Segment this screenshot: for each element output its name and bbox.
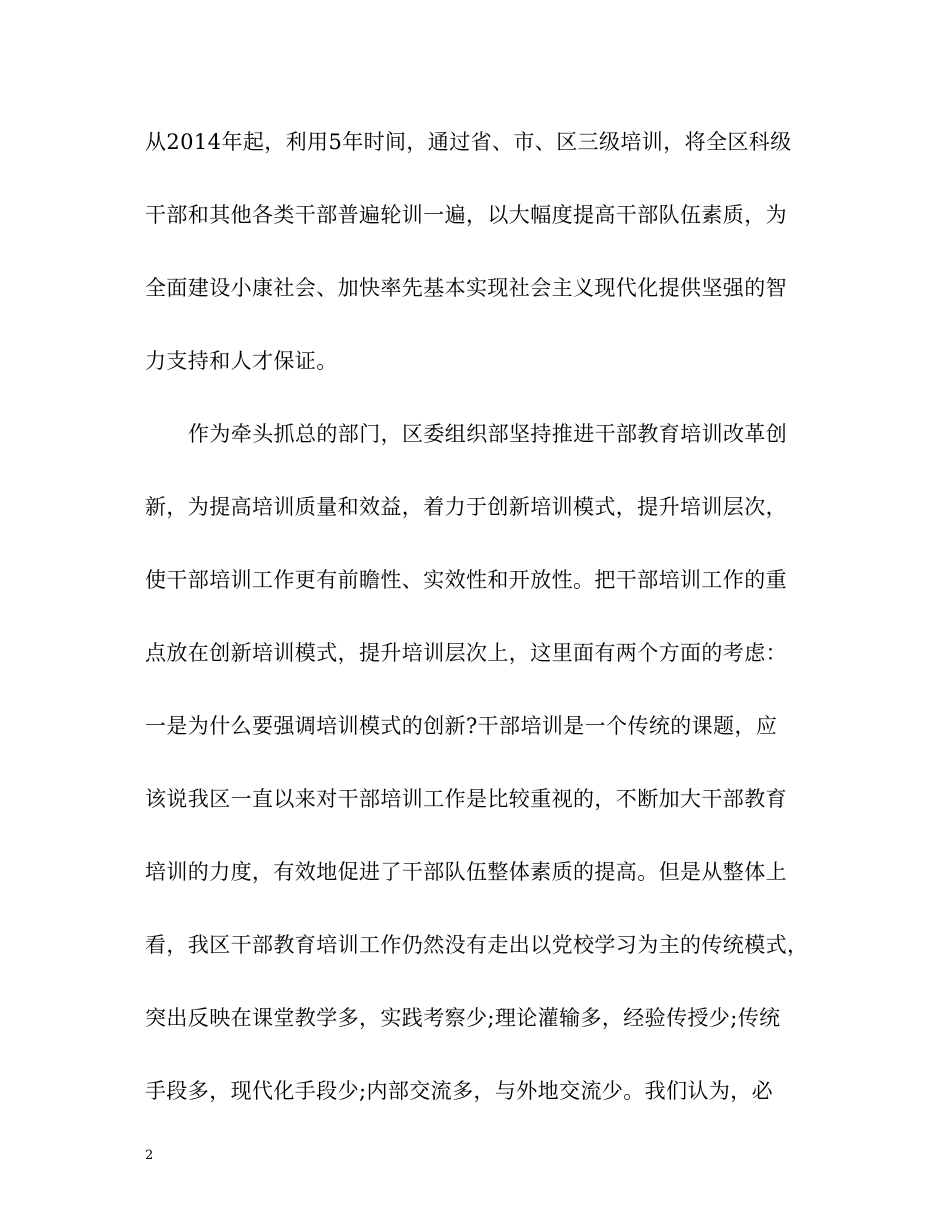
page-number: 2 (145, 1148, 154, 1163)
text-line-13: 突出反映在课堂教学多，实践考察少;理论灌输多，经验传授少;传统 (145, 1006, 781, 1030)
text-line-7: 使干部培训工作更有前瞻性、实效性和开放性。把干部培训工作的重 (145, 568, 787, 592)
text-line-6: 新，为提高培训质量和效益，着力于创新培训模式，提升培训层次， (145, 495, 787, 519)
text-line-3: 全面建设小康社会、加快率先基本实现社会主义现代化提供坚强的智 (145, 276, 787, 300)
text-line-12: 看，我区干部教育培训工作仍然没有走出以党校学习为主的传统模式， (145, 933, 809, 957)
text-line-10: 该说我区一直以来对干部培训工作是比较重视的，不断加大干部教育 (145, 787, 787, 811)
text-line-8: 点放在创新培训模式，提升培训层次上，这里面有两个方面的考虑： (145, 641, 787, 665)
text-line-4: 力支持和人才保证。 (145, 349, 338, 373)
text-line-2: 干部和其他各类干部普遍轮训一遍，以大幅度提高干部队伍素质，为 (145, 203, 787, 227)
text-line-9: 一是为什么要强调培训模式的创新?干部培训是一个传统的课题，应 (145, 714, 778, 738)
text-line-14: 手段多，现代化手段少;内部交流多，与外地交流少。我们认为，必 (145, 1079, 774, 1103)
text-line-1: 从2014年起，利用5年时间，通过省、市、区三级培训，将全区科级 (145, 130, 792, 154)
text-line-5: 作为牵头抓总的部门，区委组织部坚持推进干部教育培训改革创 (188, 422, 788, 446)
text-line-11: 培训的力度，有效地促进了干部队伍整体素质的提高。但是从整体上 (145, 860, 787, 884)
